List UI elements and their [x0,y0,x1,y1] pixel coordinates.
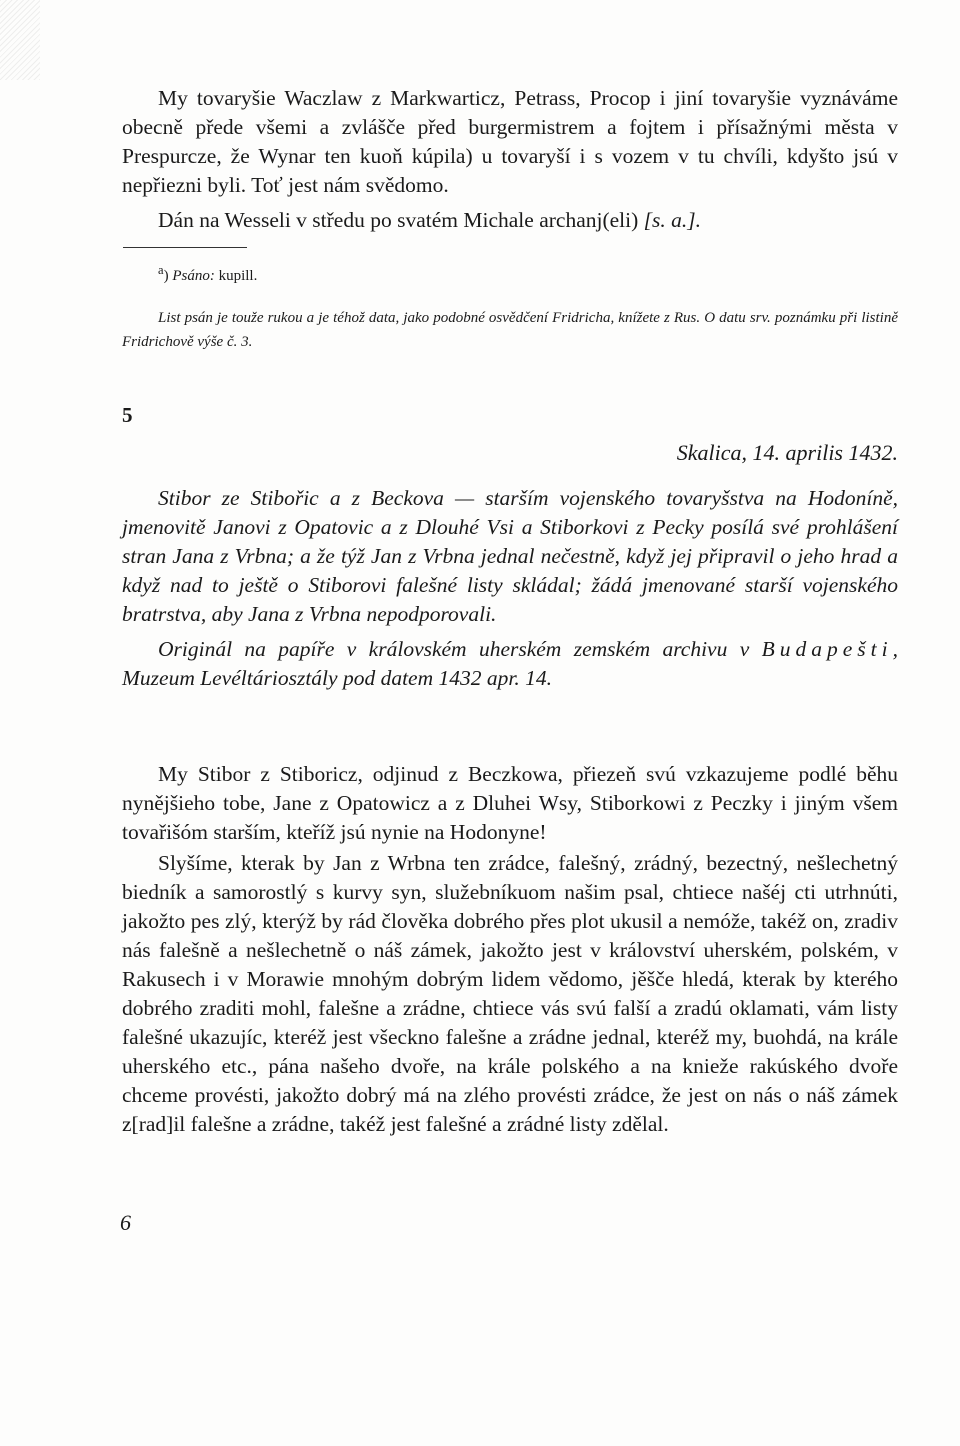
editorial-note: List psán je touže rukou a je téhož data, jako podobné osvědčení Fridricha, knížete z Rus. O datu srv. poznámku při listině Fridrichově výše č. 3. [122,310,898,350]
salutation-paragraph: My Stibor z Stiboricz, odjinud z Beczkowa, přiezeň svú vzkazujeme podlé běhu nynějšieho tobe, Jane z Opatowicz a z Dluhei Wsy, Stiborkowi z Peczky i jiným všem tovařišóm starším, kteříž jsú nynie na Hodonyne! [122,762,898,844]
previous-document-text [122,84,898,235]
declaration-paragraph: My tovaryšie Waczlaw z Markwarticz, Petrass, Procop i jiní tovaryšie vyznáváme obecně přede všemi a zvlášče před burgermistrem a fojtem i přísažnými města v Prespurcze, že Wynar ten kuoň kúpila) u tovaryší i s vozem v tu chvíli, kdyšto jsú v nepřiezni byli. Toť jest nám svědomo. [122,86,898,197]
archive-place: Budapešti [761,637,893,661]
archive-note: Originál na papíře v královském uherském zemském archivu v Budapešti, Muzeum Levéltáriosztály pod datem 1432 apr. 14. [122,637,898,690]
footnote: $^a$) Psáno: kupill. [158,263,258,284]
scan-speckle [0,0,40,80]
footnote-label: Psáno: [172,268,215,284]
page-marker: 6 [120,1210,131,1235]
dating-clause: Dán na Wesseli v středu po svatém Michale archanj(eli) [s. a.]. [158,208,701,232]
regest-paragraph: Stibor ze Stibořic a z Beckova — starším vojenského tovaryšstva na Hodoníně, jmenovitě Janovi z Opatovic a z Dlouhé Vsi a Stiborkovi z Pecky posílá své prohlášení stran Jana z Vrbna; a že týž Jan z Vrbna jednal nečestně, když jej připravil o jeho hrad a když nad to ještě o Stiborovi falešné listy skládal; žádá jmenované starší vojenského bratrstva, aby Jana z Vrbna nepodporovali. [122,486,898,626]
footnote-mark: a [158,263,164,277]
main-paragraph: Slyšíme, kterak by Jan z Wrbna ten zrádce, falešný, zrádný, bezectný, nešlechetný biedník a samorostlý s kurvy syn, služebníkuom našim psal, chtiece našéj cti utrhnúti, jakožto pes zlý, kterýž by rád člověka dobrého přes plot ukusil a nemóže, takéž on, zradiv nás falešně a nešlechetně o náš zámek, jakožto jest v království uherském, polském, v Rakusech i v Morawie mnohým dobrým lidem vědomo, jěšče hledá, kterak by kterého dobrého zraditi mohl, falešne a zrádne, chtiece vás svú falší a zradú oklamati, vám listy falešné ukazujíc, kteréž jest všeckno falešne a zrádne jednal, kteréž my, buohdá, na krále uherského etc., pána našeho dvoře, na krále polského a na knieže rakúského dvoře chceme provésti, jakožto dobrý má na zlého provésti zrádce, že jest on nás o náš zámek z[rad]il falešne a zrádne, takéž jest falešné a zrádné listy zdělal. [122,851,898,1136]
document-number: 5 [122,403,133,427]
regest-block [122,484,898,693]
document-text [122,760,898,1139]
footnote-rule [123,247,247,248]
footnote-text: kupill. [214,268,258,284]
place-and-date: Skalica, 14. aprilis 1432. [676,440,898,465]
